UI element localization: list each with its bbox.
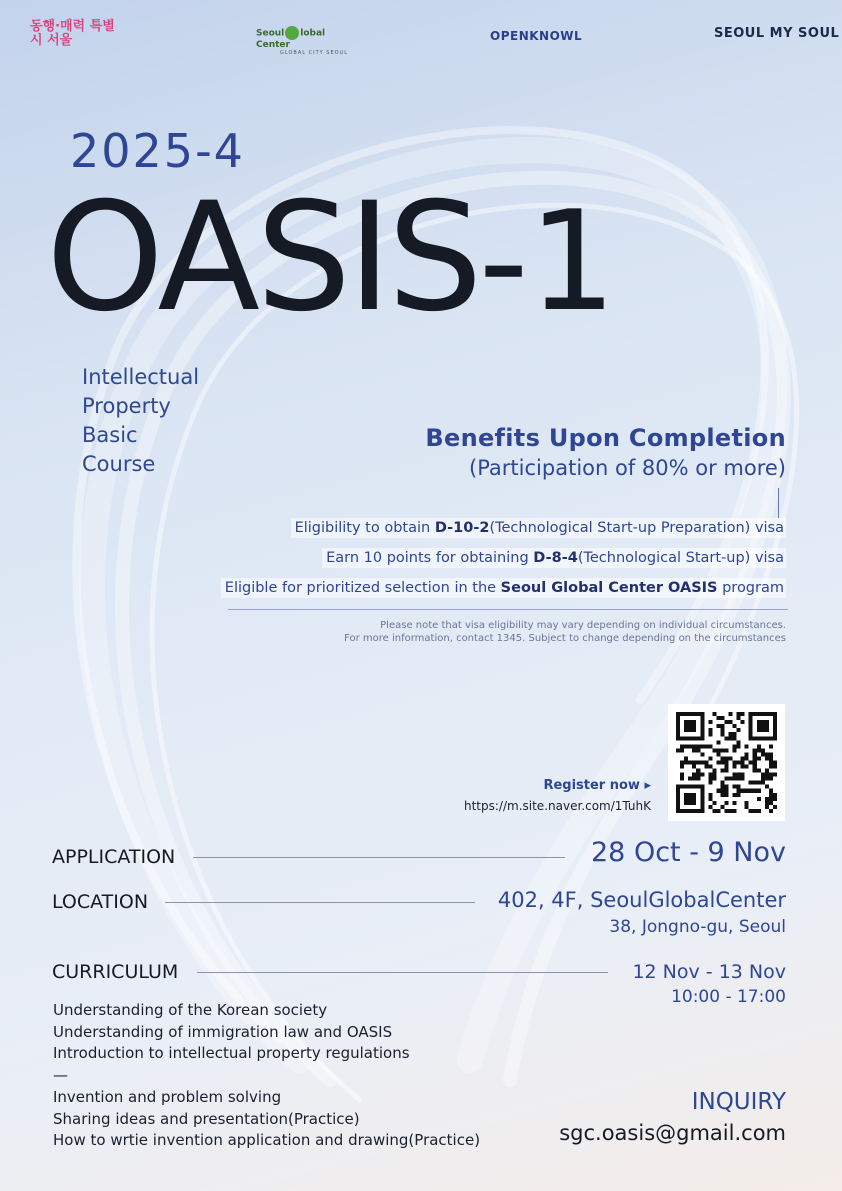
inquiry-block <box>559 1089 786 1145</box>
divider <box>165 902 475 903</box>
register-block <box>464 778 651 813</box>
curriculum-item: Understanding of the Korean society <box>53 1001 328 1019</box>
note-line: Please note that visa eligibility may vary depending on individual circumstances. <box>380 620 786 631</box>
benefits-condition: (Participation of 80% or more) <box>469 456 786 480</box>
subtitle-line: Property <box>82 394 171 418</box>
curriculum-item: — <box>53 1066 68 1085</box>
sgc-logo-text-post: lobal Center <box>256 28 326 50</box>
divider-vertical <box>778 488 779 518</box>
inquiry-label: INQUIRY <box>691 1089 786 1115</box>
note-line: For more information, contact 1345. Subject to change depending on the circumstances <box>344 633 786 644</box>
course-subtitle <box>82 363 199 479</box>
edition-year: 2025-4 <box>70 124 245 178</box>
visa-note <box>344 619 786 645</box>
title-suffix: -1 <box>478 181 617 342</box>
seoul-my-soul-logo: SEOUL MY SOUL <box>714 26 840 41</box>
register-now-link[interactable]: Register now ▸ <box>543 778 651 793</box>
location-venue: 402, 4F, SeoulGlobalCenter <box>497 888 786 912</box>
curriculum-label: CURRICULUM <box>52 961 179 983</box>
subtitle-line: Basic <box>82 423 138 447</box>
benefit-item: Eligibility to obtain D-10-2(Technological Start-up Preparation) visa <box>291 520 786 536</box>
program-title <box>46 171 617 345</box>
curriculum-item: Sharing ideas and presentation(Practice) <box>53 1109 360 1128</box>
curriculum-dates: 12 Nov - 13 Nov <box>632 961 786 983</box>
sgc-logo-text-pre: Seoul <box>256 28 285 39</box>
divider <box>228 609 788 610</box>
application-label: APPLICATION <box>52 846 176 868</box>
curriculum-item: How to wrtie invention application and drawing(Practice) <box>53 1131 481 1150</box>
location-address: 38, Jongno-gu, Seoul <box>609 917 786 937</box>
subtitle-line: Intellectual <box>82 365 200 389</box>
curriculum-item: Invention and problem solving <box>53 1087 282 1106</box>
benefits-heading <box>425 424 786 480</box>
subtitle-line: Course <box>82 452 156 476</box>
register-url-link[interactable]: https://m.site.naver.com/1TuhK <box>464 799 651 813</box>
benefits-title: Benefits Upon Completion <box>425 424 786 452</box>
curriculum-time: 10:00 - 17:00 <box>671 987 786 1007</box>
benefit-item: Eligible for prioritized selection in the Seoul Global Center OASIS program <box>221 580 786 596</box>
benefit-item: Earn 10 points for obtaining D-8-4(Technological Start-up) visa <box>322 550 786 566</box>
curriculum-item: Introduction to intellectual property regulations <box>53 1044 410 1063</box>
title-main: OASIS <box>46 171 479 345</box>
curriculum-item: Understanding of immigration law and OASIS <box>53 1022 393 1041</box>
divider <box>197 972 608 973</box>
inquiry-email-link[interactable]: sgc.oasis@gmail.com <box>559 1121 786 1145</box>
application-period: 28 Oct - 9 Nov <box>591 837 786 868</box>
location-label: LOCATION <box>52 891 149 913</box>
globe-icon <box>285 26 299 40</box>
dongban-logo: 동행·매력 특별시 서울 <box>30 19 115 48</box>
divider <box>193 857 565 858</box>
curriculum-list <box>53 1000 480 1152</box>
openknowl-logo: OPENKNOWL <box>490 29 583 43</box>
seoul-global-center-logo <box>256 26 351 56</box>
sgc-logo-sub: GLOBAL CITY SEOUL <box>280 50 349 56</box>
qr-code-icon[interactable] <box>668 704 785 821</box>
